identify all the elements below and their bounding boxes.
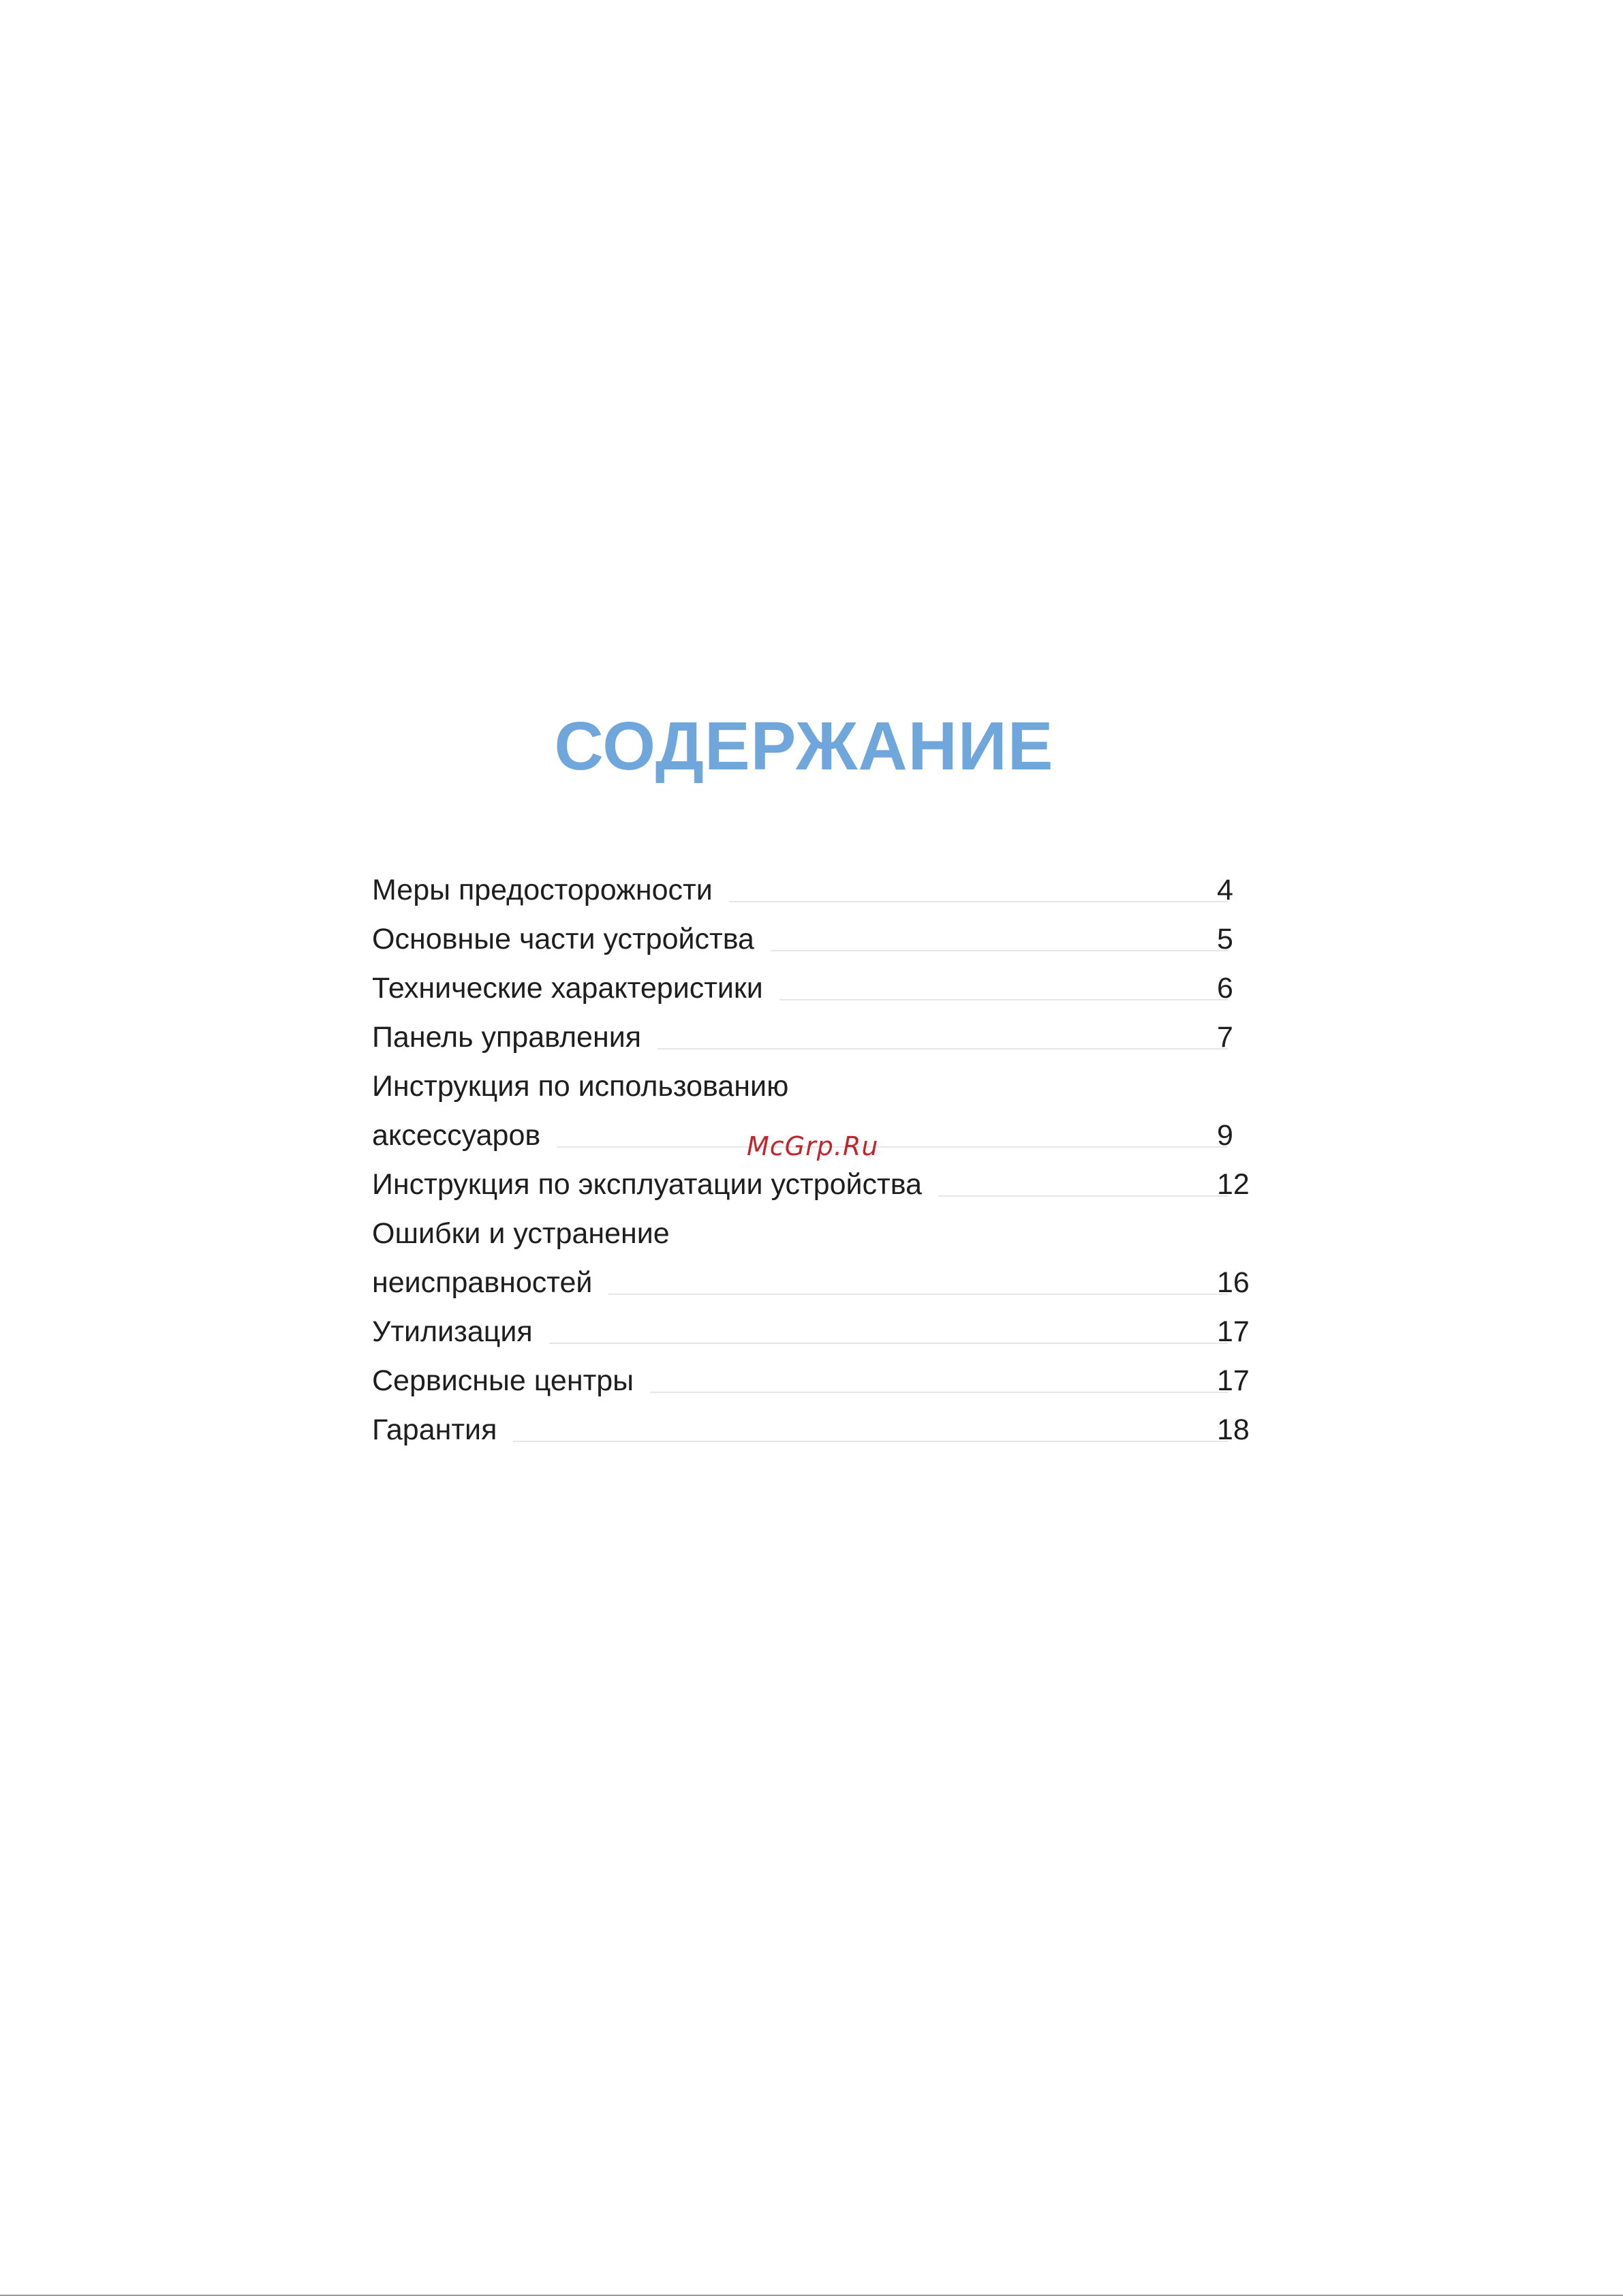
- toc-entry-page: 9: [1217, 1119, 1233, 1152]
- toc-entry[interactable]: [372, 1062, 1258, 1111]
- toc-leader: [549, 1343, 1228, 1344]
- toc-leader: [729, 901, 1228, 902]
- toc-entry[interactable]: [372, 1258, 1258, 1307]
- toc-entry-label: Инструкция по использованию: [372, 1062, 802, 1111]
- toc-entry-label: аксессуаров: [372, 1111, 554, 1160]
- toc-leader: [513, 1441, 1228, 1442]
- toc-entry-page: 7: [1217, 1021, 1233, 1054]
- toc-entry-label: Инструкция по эксплуатации устройства: [372, 1160, 936, 1209]
- toc-leader: [650, 1392, 1228, 1393]
- toc-entry-page: 12: [1217, 1168, 1250, 1201]
- toc-entry[interactable]: [372, 1405, 1258, 1454]
- toc-entry[interactable]: [372, 964, 1258, 1013]
- toc-entry-label: Гарантия: [372, 1405, 510, 1454]
- toc-entry[interactable]: [372, 1209, 1258, 1258]
- toc-entry-page: 5: [1217, 923, 1233, 955]
- toc-entry-label: неисправностей: [372, 1258, 606, 1307]
- toc-entry[interactable]: [372, 1160, 1258, 1209]
- toc-entry[interactable]: [372, 1356, 1258, 1405]
- toc-entry-label: Панель управления: [372, 1013, 655, 1062]
- toc-leader: [938, 1195, 1228, 1197]
- toc-entry-page: 4: [1217, 874, 1233, 906]
- toc-entry-label: Технические характеристики: [372, 964, 777, 1013]
- toc-entry-label: Сервисные центры: [372, 1356, 647, 1405]
- toc-entry-page: 17: [1217, 1364, 1250, 1397]
- toc-entry-label: Ошибки и устранение: [372, 1209, 683, 1258]
- toc-entry[interactable]: [372, 866, 1258, 915]
- watermark: McGrp.Ru: [747, 1131, 879, 1161]
- toc-entry-page: 6: [1217, 972, 1233, 1005]
- toc-leader: [608, 1294, 1228, 1295]
- toc-entry-page: 16: [1217, 1266, 1250, 1299]
- toc-leader: [771, 950, 1228, 951]
- toc-entry[interactable]: [372, 1013, 1258, 1062]
- page-title: СОДЕРЖАНИЕ: [554, 708, 1054, 784]
- toc-entry-label: Утилизация: [372, 1307, 546, 1356]
- toc-leader: [779, 999, 1228, 1000]
- toc-leader: [658, 1048, 1228, 1050]
- toc-entry[interactable]: [372, 1307, 1258, 1356]
- toc-entry-label: Меры предосторожности: [372, 866, 726, 915]
- toc-entry-label: Основные части устройства: [372, 915, 768, 964]
- toc-entry[interactable]: [372, 915, 1258, 964]
- toc-entry-page: 18: [1217, 1413, 1250, 1446]
- toc-entry-page: 17: [1217, 1315, 1250, 1348]
- toc-leader: [557, 1146, 1228, 1148]
